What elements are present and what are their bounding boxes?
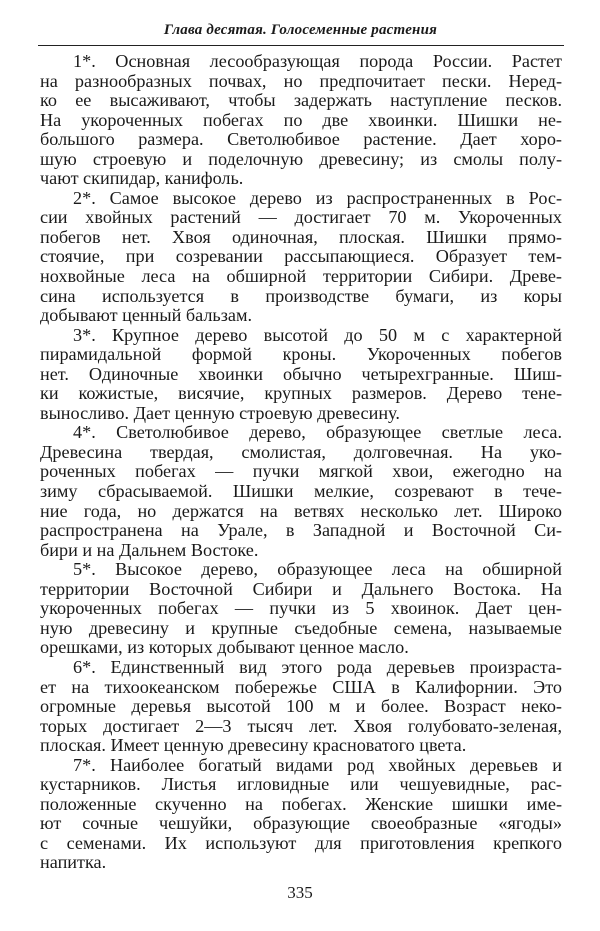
text-line: 3*. Крупное дерево высотой до 50 м с характерной [73, 324, 562, 345]
text-line: ет на тихоокеанском побережье США в Калифорнии. Это [40, 676, 562, 697]
running-header: Глава десятая. Голосеменные растения [163, 22, 438, 38]
text-line: с семенами. Их используют для приготовления крепкого [40, 832, 562, 853]
text-line: ют сочные чешуйки, образующие своеобразные «ягоды» [40, 813, 562, 834]
text-line: 4*. Светолюбивое дерево, образующее светлые леса. [73, 422, 562, 443]
text-line: На укороченных побегах по две хвоинки. Шишки не- [40, 109, 562, 130]
paragraph-3 [40, 326, 562, 424]
text-line: сии хвойных растений — достигает 70 м. Укороченных [40, 207, 562, 228]
paragraph-5 [40, 560, 562, 658]
paragraph-4 [40, 423, 562, 560]
text-line: ки кожистые, висячие, крупных размеров. Дерево тене- [40, 383, 562, 404]
text-line: ную древесину и крупные съедобные семена, называемые [40, 617, 562, 638]
text-line: Древесина твердая, смолистая, долговечная. На уко- [40, 441, 562, 462]
text-line: орешками, из которых добывают ценное масло. [40, 637, 409, 658]
text-line: добывают ценный бальзам. [40, 305, 253, 326]
text-line: нохвойные леса на обширной территории Сибири. Древе- [40, 266, 562, 287]
text-line: нет. Одиночные хвоинки обычно четырехгранные. Шиш- [40, 363, 562, 384]
page-body [40, 52, 562, 873]
text-line: пирамидальной формой кроны. Укороченных побегов [40, 344, 562, 365]
text-line: укороченных побегах — пучки из 5 хвоинок. Дает цен- [40, 598, 562, 619]
text-line: огромные деревья высотой 100 м и более. Возраст неко- [40, 696, 562, 717]
text-line: 6*. Единственный вид этого рода деревьев произраста- [73, 656, 562, 677]
text-line: торых достигает 2—3 тысяч лет. Хвоя голубовато-зеленая, [40, 715, 562, 736]
text-line: сина используется в производстве бумаги, из коры [40, 285, 562, 306]
text-line: чают скипидар, канифоль. [40, 168, 244, 189]
text-line: напитка. [40, 852, 107, 873]
paragraph-6 [40, 658, 562, 756]
text-line: кустарников. Листья игловидные или чешуевидные, рас- [40, 774, 562, 795]
text-line: распространена на Урале, в Западной и Восточной Си- [40, 520, 562, 541]
text-line: бири и на Дальнем Востоке. [40, 539, 259, 560]
text-line: выносливо. Дает ценную строевую древесину. [40, 402, 400, 423]
text-line: шую строевую и поделочную древесину; из смолы полу- [40, 148, 562, 169]
paragraph-7 [40, 756, 562, 873]
text-line: 2*. Самое высокое дерево из распространенных в Рос- [73, 187, 562, 208]
text-line: 1*. Основная лесообразующая порода России. Растет [73, 51, 562, 71]
text-line: большого размера. Светолюбивое растение. Дает хоро- [40, 129, 562, 150]
paragraph-2 [40, 189, 562, 326]
text-line: 5*. Высокое дерево, образующее леса на обширной [73, 559, 562, 580]
text-line: стоячие, при созревании рассыпающиеся. Образует тем- [40, 246, 562, 267]
text-line: ние года, но держатся на ветвях несколько лет. Широко [40, 500, 562, 521]
text-line: роченных побегах — пучки мягкой хвои, ежегодно на [40, 461, 562, 482]
text-line: на разнообразных почвах, но предпочитает пески. Неред- [40, 70, 562, 91]
text-line: ко ее высаживают, чтобы задержать наступление песков. [40, 90, 562, 111]
text-line: 7*. Наиболее богатый видами род хвойных деревьев и [73, 754, 562, 775]
text-line: положенные скученно на побегах. Женские шишки име- [40, 793, 562, 814]
text-line: территории Восточной Сибири и Дальнего Востока. На [40, 578, 562, 599]
text-line: зиму сбрасываемой. Шишки мелкие, созревают в тече- [40, 481, 562, 502]
header-rule [38, 45, 564, 46]
text-line: плоская. Имеет ценную древесину красноватого цвета. [40, 735, 467, 756]
page-number: 335 [287, 883, 313, 902]
paragraph-1 [40, 52, 562, 189]
text-line: побегов нет. Хвоя одиночная, плоская. Шишки прямо- [40, 226, 562, 247]
